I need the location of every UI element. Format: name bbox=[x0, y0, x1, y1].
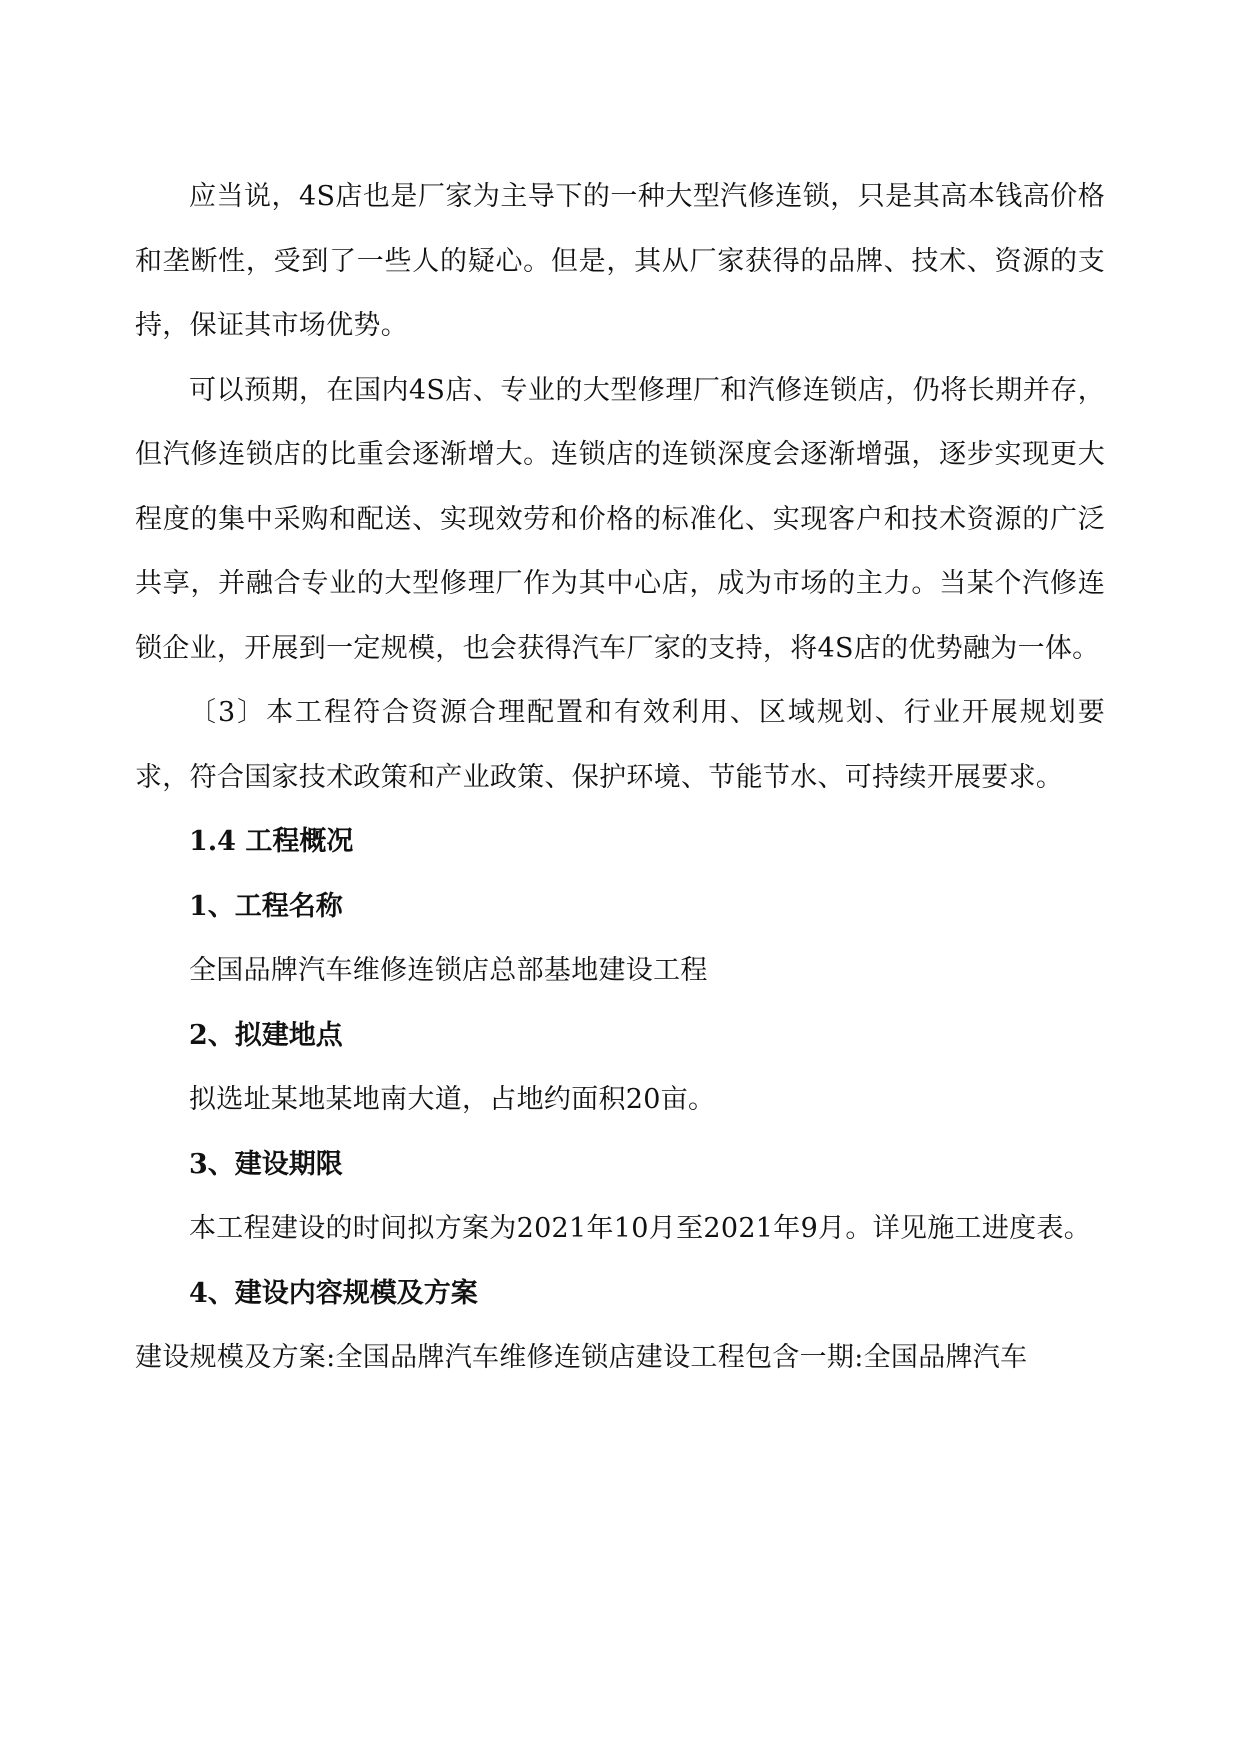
item-heading-construction-period: 3、建设期限 bbox=[189, 1148, 343, 1180]
item-text-construction-period: 本工程建设的时间拟方案为2021年10月至2021年9月。详见施工进度表。 bbox=[189, 1213, 1092, 1244]
item-text-location: 拟选址某地某地南大道，占地约面积20亩。 bbox=[189, 1084, 716, 1115]
item-text-project-name: 全国品牌汽车维修连锁店总部基地建设工程 bbox=[189, 955, 708, 986]
paragraph-market-outlook: 可以预期，在国内4S店、专业的大型修理厂和汽修连锁店，仍将长期并存，但汽修连锁店的比重会逐渐增大。连锁店的连锁深度会逐渐增强，逐步实现更大程度的集中采购和配送、实现效劳和价格的标准化、实现客户和技术资源的广泛共享，并融合专业的大型修理厂作为其中心店，成为市场的主力。当某个汽修连锁企业，开展到一定规模，也会获得汽车厂家的支持，将4S店的优势融为一体。 bbox=[135, 374, 1105, 664]
document-body bbox=[135, 165, 1105, 1391]
item-heading-scale-and-plan: 4、建设内容规模及方案 bbox=[189, 1277, 478, 1309]
item-heading-project-name: 1、工程名称 bbox=[189, 890, 343, 922]
paragraph-policy-compliance: 〔3〕本工程符合资源合理配置和有效利用、区域规划、行业开展规划要求，符合国家技术政策和产业政策、保护环境、节能节水、可持续开展要求。 bbox=[135, 697, 1105, 793]
paragraph-4s-store-analysis: 应当说，4S店也是厂家为主导下的一种大型汽修连锁，只是其高本钱高价格和垄断性，受到了一些人的疑心。但是，其从厂家获得的品牌、技术、资源的支持，保证其市场优势。 bbox=[135, 181, 1105, 341]
item-heading-location: 2、拟建地点 bbox=[189, 1019, 343, 1051]
section-heading-project-overview: 1.4 工程概况 bbox=[189, 826, 354, 857]
item-text-scale-and-plan: 建设规模及方案:全国品牌汽车维修连锁店建设工程包含一期:全国品牌汽车 bbox=[135, 1342, 1028, 1373]
